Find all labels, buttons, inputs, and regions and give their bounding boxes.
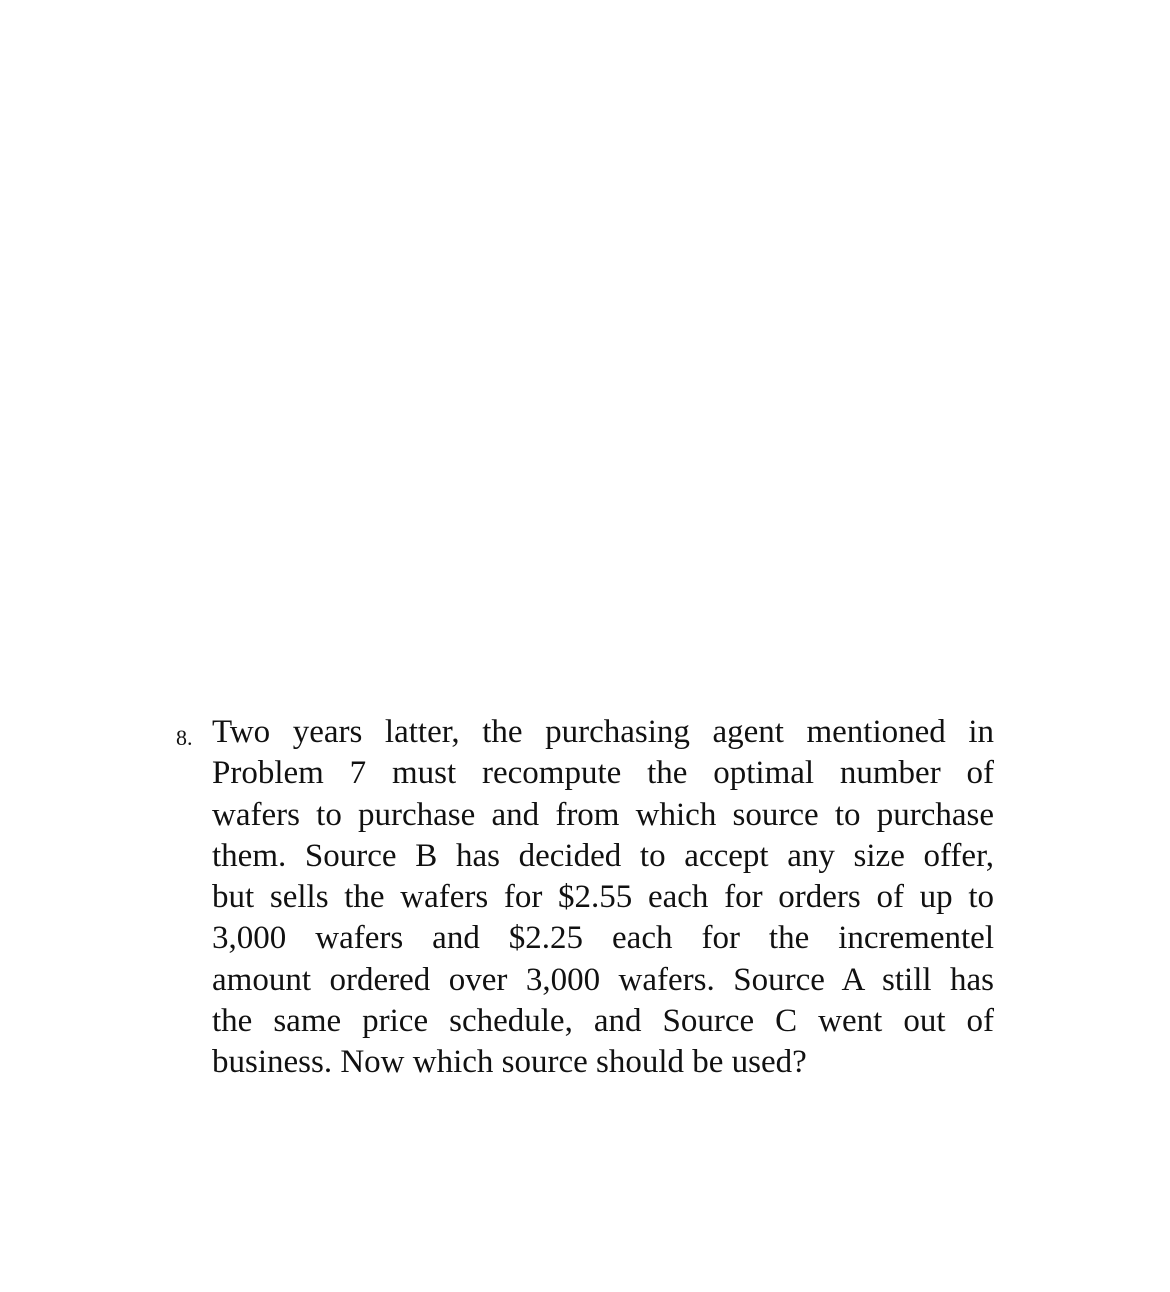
problem-line: business. Now which source should be used? — [212, 1044, 807, 1081]
problem-8 — [176, 712, 996, 1084]
problem-line: them. Source B has decided to accept any size offer, — [212, 837, 994, 874]
problem-text — [212, 712, 994, 1084]
problem-number: 8. — [176, 725, 193, 750]
problem-line: Two years latter, the purchasing agent mentioned in — [212, 714, 994, 750]
problem-line: the same price schedule, and Source C went out of — [212, 1003, 994, 1040]
problem-line: Problem 7 must recompute the optimal number of — [212, 755, 994, 792]
problem-line: but sells the wafers for $2.55 each for orders of up to — [212, 879, 994, 916]
problem-line: wafers to purchase and from which source to purchase — [212, 796, 994, 833]
problem-line: 3,000 wafers and $2.25 each for the incrementel — [212, 920, 994, 957]
problem-line: amount ordered over 3,000 wafers. Source A still has — [212, 961, 994, 998]
